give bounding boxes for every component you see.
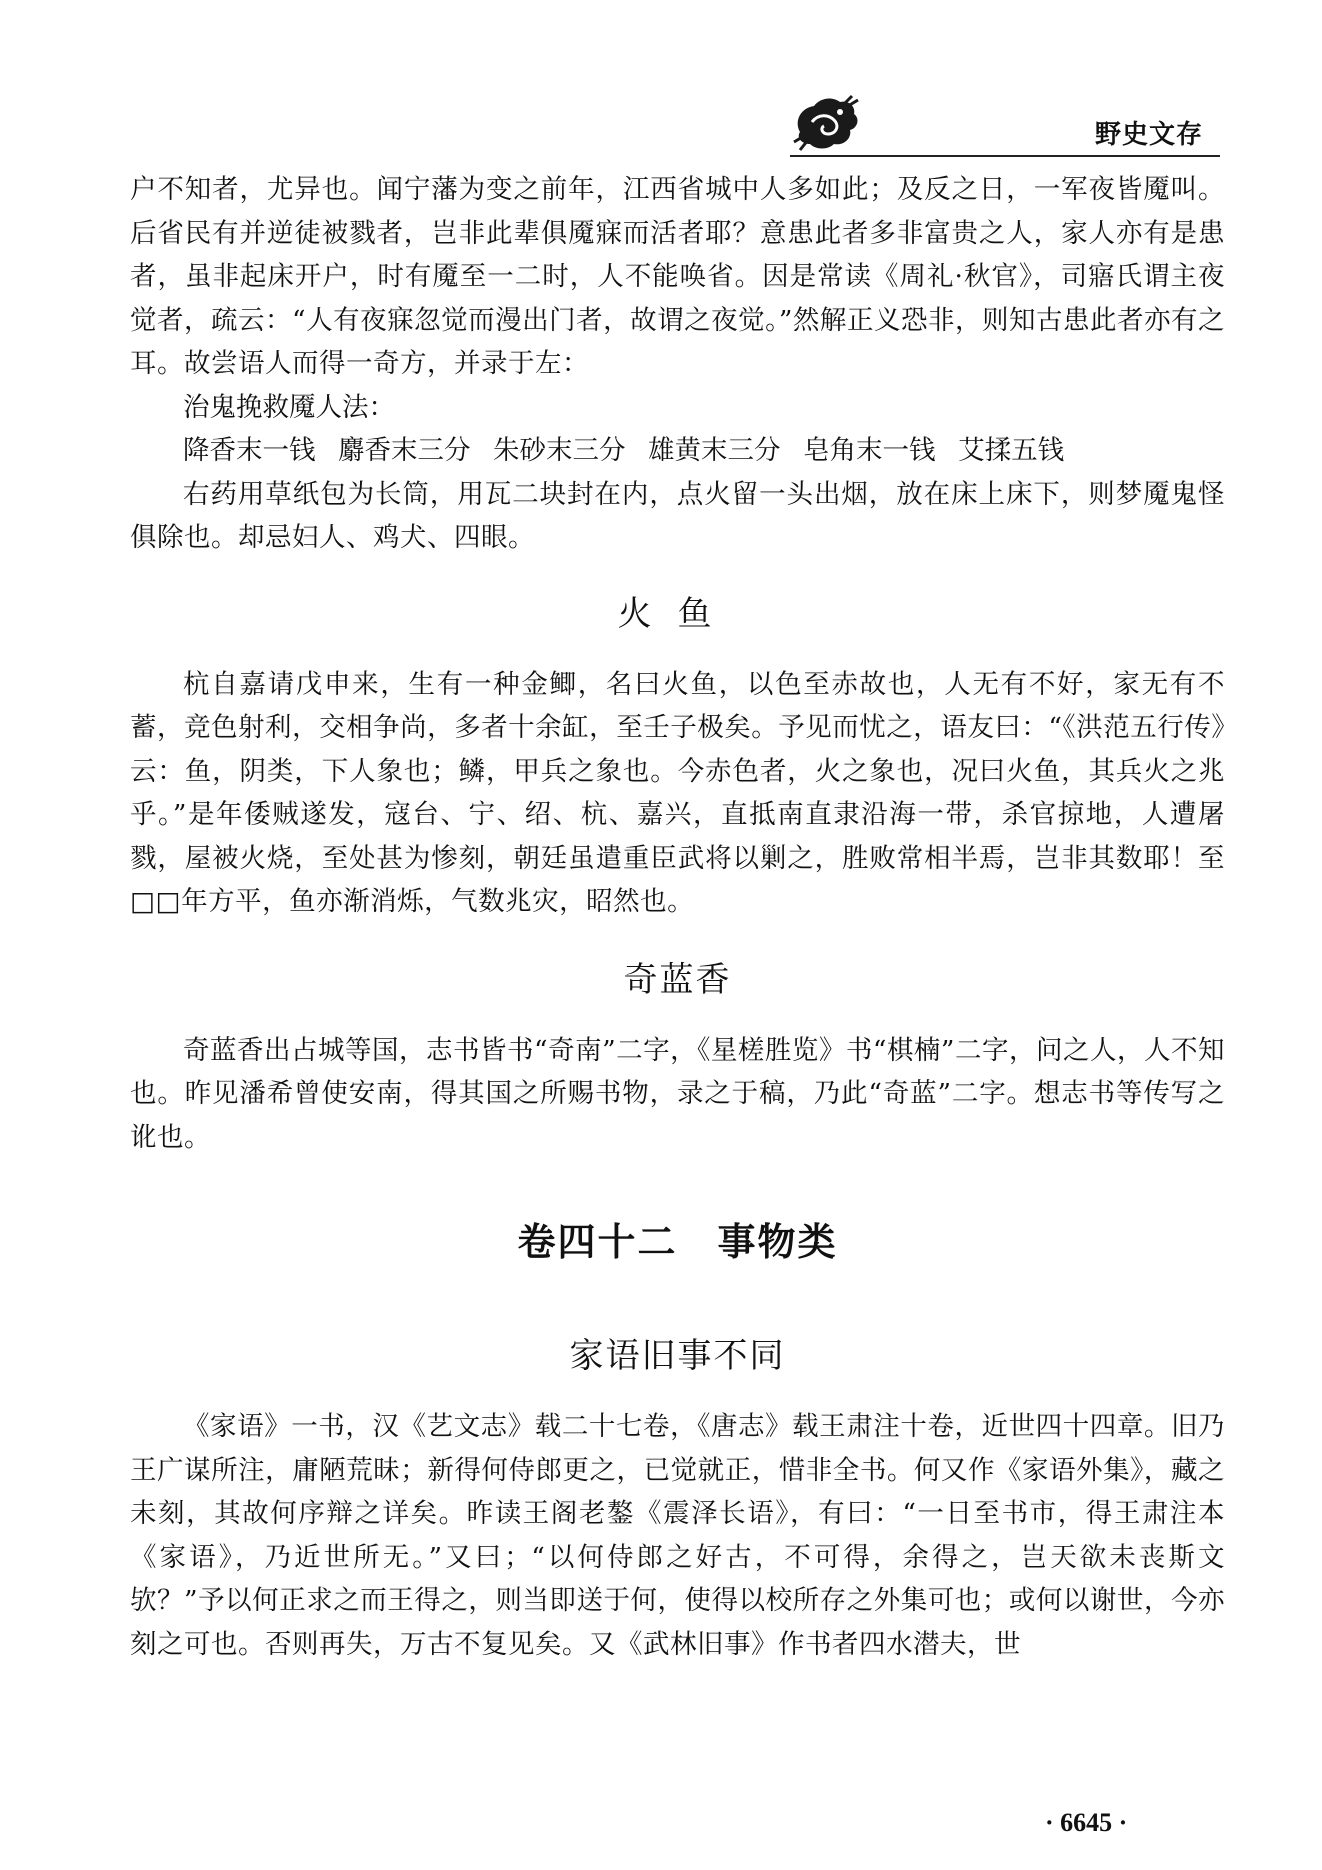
recipe-instructions: 右药用草纸包为长筒，用瓦二块封在内，点火留一头出烟，放在床上床下，则梦魇鬼怪俱除也。却忌妇人、鸡犬、四眼。: [130, 478, 1225, 553]
ingredient: 皂角末一钱: [803, 435, 936, 466]
section-title: 火鱼: [617, 593, 738, 634]
paragraph: 奇蓝香出占城等国，志书皆书“奇南”二字，《星槎胜览》书“棋楠”二字，问之人，人不知也。昨见潘希曾使安南，得其国之所赐书物，录之于稿，乃此“奇蓝”二字。想志书等传写之讹也。: [130, 1034, 1225, 1153]
section-title: 家语旧事不同: [569, 1336, 786, 1376]
section-continuation: [130, 168, 1225, 560]
ingredient: 朱砂末三分: [493, 435, 626, 466]
ingredient: 艾揉五钱: [958, 435, 1065, 466]
ingredient-list: [130, 429, 1225, 473]
paragraph: 户不知者，尤异也。闻宁藩为变之前年，江西省城中人多如此；及反之日，一军夜皆魇叫。后省民有并逆徒被戮者，岂非此辈俱魇寐而活者耶？意患此者多非富贵之人，家人亦有是患者，虽非起床开户，时有魇至一二时，人不能唤省。因是常读《周礼·秋官》，司寤氏谓主夜觉者，疏云：“人有夜寐忽觉而漫出门者，故谓之夜觉。”然解正义恐非，则知古患此者亦有之耳。故尝语人而得一奇方，并录于左：: [130, 174, 1225, 379]
page-number: · 6645 ·: [1045, 1808, 1128, 1837]
section-jiayu: [130, 1328, 1225, 1666]
page-header: [0, 0, 1322, 160]
paragraph: 杭自嘉请戊申来，生有一种金鲫，名曰火鱼，以色至赤故也，人无有不好，家无有不蓄，竞色射利，交相争尚，多者十余缸，至壬子极矣。予见而忧之，语友曰：“《洪范五行传》云：鱼，阴类，下人象也；鳞，甲兵之象也。今赤色者，火之象也，况曰火鱼，其兵火之兆乎。”是年倭贼遂发，寇台、宁、绍、杭、嘉兴，直抵南直隶沿海一带，杀官掠地，人遭屠戮，屋被火烧，至处甚为惨刻，朝廷虽遣重臣武将以剿之，胜败常相半焉，岂非其数耶！至□□年方平，鱼亦渐消烁，气数兆灾，昭然也。: [130, 668, 1225, 917]
section-huoyu: [130, 586, 1225, 924]
paragraph: 《家语》一书，汉《艺文志》载二十七卷，《唐志》载王肃注十卷，近世四十四章。旧乃王广谋所注，庸陋荒昧；新得何侍郎更之，已觉就正，惜非全书。何又作《家语外集》，藏之未刻，其故何序辩之详矣。昨读王阁老鏊《震泽长语》，有曰：“一日至书市，得王肃注本《家语》，乃近世所无。”又曰；“以何侍郎之好古，不可得，余得之，岂天欲未丧斯文欤？”予以何正求之而王得之，则当即送于何，使得以校所存之外集可也；或何以谢世，今亦刻之可也。否则再失，万古不复见矣。又《武林旧事》作书者四水潜夫，世: [130, 1411, 1225, 1660]
dragon-emblem-icon: [790, 92, 862, 154]
recipe-title: 治鬼挽救魇人法：: [183, 391, 395, 423]
chapter-title: 卷四十二 事物类: [517, 1220, 838, 1264]
ingredient: 麝香末三分: [338, 435, 471, 466]
header-rule: [790, 155, 1220, 157]
page-body: [130, 168, 1225, 1666]
section-qilanxiang: [130, 952, 1225, 1160]
ingredient: 雄黄末三分: [648, 435, 781, 466]
section-title: 奇蓝香: [623, 959, 732, 1000]
ingredient: 降香末一钱: [183, 435, 316, 466]
running-header-title: 野史文存: [1095, 120, 1204, 150]
